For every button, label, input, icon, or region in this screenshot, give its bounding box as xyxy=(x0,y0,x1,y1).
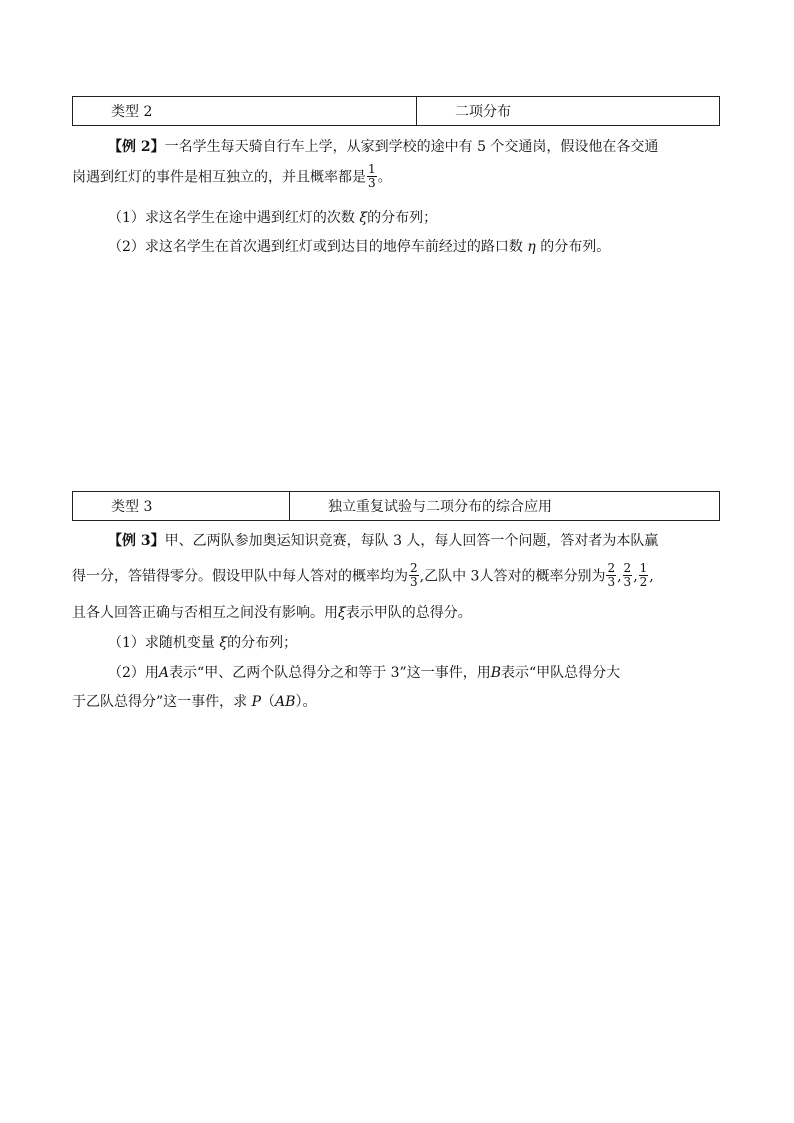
example3-line3 xyxy=(72,603,472,623)
question-text: （ xyxy=(261,694,276,710)
math-variable: AB xyxy=(275,694,296,710)
question-text: 于乙队总得分”这一事件，求 xyxy=(72,694,248,710)
fraction-denominator: 3 xyxy=(607,575,616,589)
example3-line1 xyxy=(108,531,658,551)
example2-text: 岗遇到红灯的事件是相互独立的，并且概率都是 xyxy=(72,169,366,186)
fraction xyxy=(606,562,616,589)
question-text: （1）求随机变量 xyxy=(108,635,215,651)
example2-line1 xyxy=(108,137,658,157)
example2-question2 xyxy=(108,237,610,257)
type3-title: 独立重复试验与二项分布的综合应用 xyxy=(328,499,552,515)
example3-question1 xyxy=(108,633,297,653)
example3-text: 甲、乙两队参加奥运知识竞赛，每队 3 人，每人回答一个问题，答对者为本队赢 xyxy=(164,533,659,549)
math-variable: ξ xyxy=(338,605,346,621)
fraction xyxy=(623,562,633,589)
question-text: 的分布列； xyxy=(227,635,298,651)
type3-table xyxy=(72,491,720,521)
example3-question2-line2 xyxy=(72,692,316,712)
math-variable: ξ xyxy=(359,210,368,226)
question-text: 的分布列； xyxy=(367,210,438,226)
example3-text: 且各人回答正确与否相互之间没有影响。用 xyxy=(72,605,338,621)
type3-label: 类型 3 xyxy=(111,499,153,515)
fraction xyxy=(409,562,419,589)
separator: , xyxy=(633,568,638,585)
separator: , xyxy=(617,568,622,585)
math-variable: B xyxy=(490,665,502,681)
fraction-denominator: 2 xyxy=(639,575,648,589)
fraction-numerator: 2 xyxy=(623,561,632,575)
table-divider xyxy=(416,97,417,125)
example3-tag: 【例 3】 xyxy=(108,533,165,549)
math-variable: A xyxy=(158,665,170,681)
example2-line2 xyxy=(72,164,392,191)
question-text: （1）求这名学生在途中遇到红灯的次数 xyxy=(108,210,355,226)
type2-title: 二项分布 xyxy=(455,104,511,120)
example3-text: 得一分，答错得零分。假设甲队中每人答对的概率均为 xyxy=(72,568,408,585)
type2-label: 类型 2 xyxy=(111,104,153,120)
question-text: 表示“甲队总得分大 xyxy=(501,665,621,681)
fraction-numerator: 1 xyxy=(368,162,376,176)
fraction-denominator: 3 xyxy=(623,575,632,589)
fraction xyxy=(367,163,377,190)
question-text: （2）求这名学生在首次遇到红灯或到达目的地停车前经过的路口数 xyxy=(108,239,523,255)
fraction-numerator: 2 xyxy=(410,561,418,575)
fraction-numerator: 2 xyxy=(607,561,616,575)
type2-table xyxy=(72,96,720,126)
question-text: 表示“甲、乙两个队总得分之和等于 3”这一事件，用 xyxy=(169,665,491,681)
example2-text: 一名学生每天骑自行车上学，从家到学校的途中有 5 个交通岗，假设他在各交通 xyxy=(164,139,659,155)
fraction-denominator: 3 xyxy=(368,176,376,190)
fraction xyxy=(639,562,649,589)
table-divider xyxy=(289,492,290,520)
example3-line2 xyxy=(72,563,654,590)
example3-question2 xyxy=(108,663,620,683)
fraction-denominator: 3 xyxy=(410,575,418,589)
separator: , xyxy=(649,568,654,585)
question-text: 的分布列。 xyxy=(540,239,611,255)
fraction-numerator: 1 xyxy=(639,561,648,575)
math-variable: P xyxy=(251,694,262,710)
question-text: ）。 xyxy=(295,694,317,710)
example2-text: 。 xyxy=(377,169,392,186)
math-variable: ξ xyxy=(219,635,228,651)
question-text: （2）用 xyxy=(108,665,159,681)
example2-tag: 【例 2】 xyxy=(108,139,165,155)
example3-text: ,乙队中 3人答对的概率分别为 xyxy=(419,568,606,585)
example3-text: 表示甲队的总得分。 xyxy=(345,605,472,621)
math-variable: η xyxy=(527,239,536,255)
example2-question1 xyxy=(108,208,437,228)
